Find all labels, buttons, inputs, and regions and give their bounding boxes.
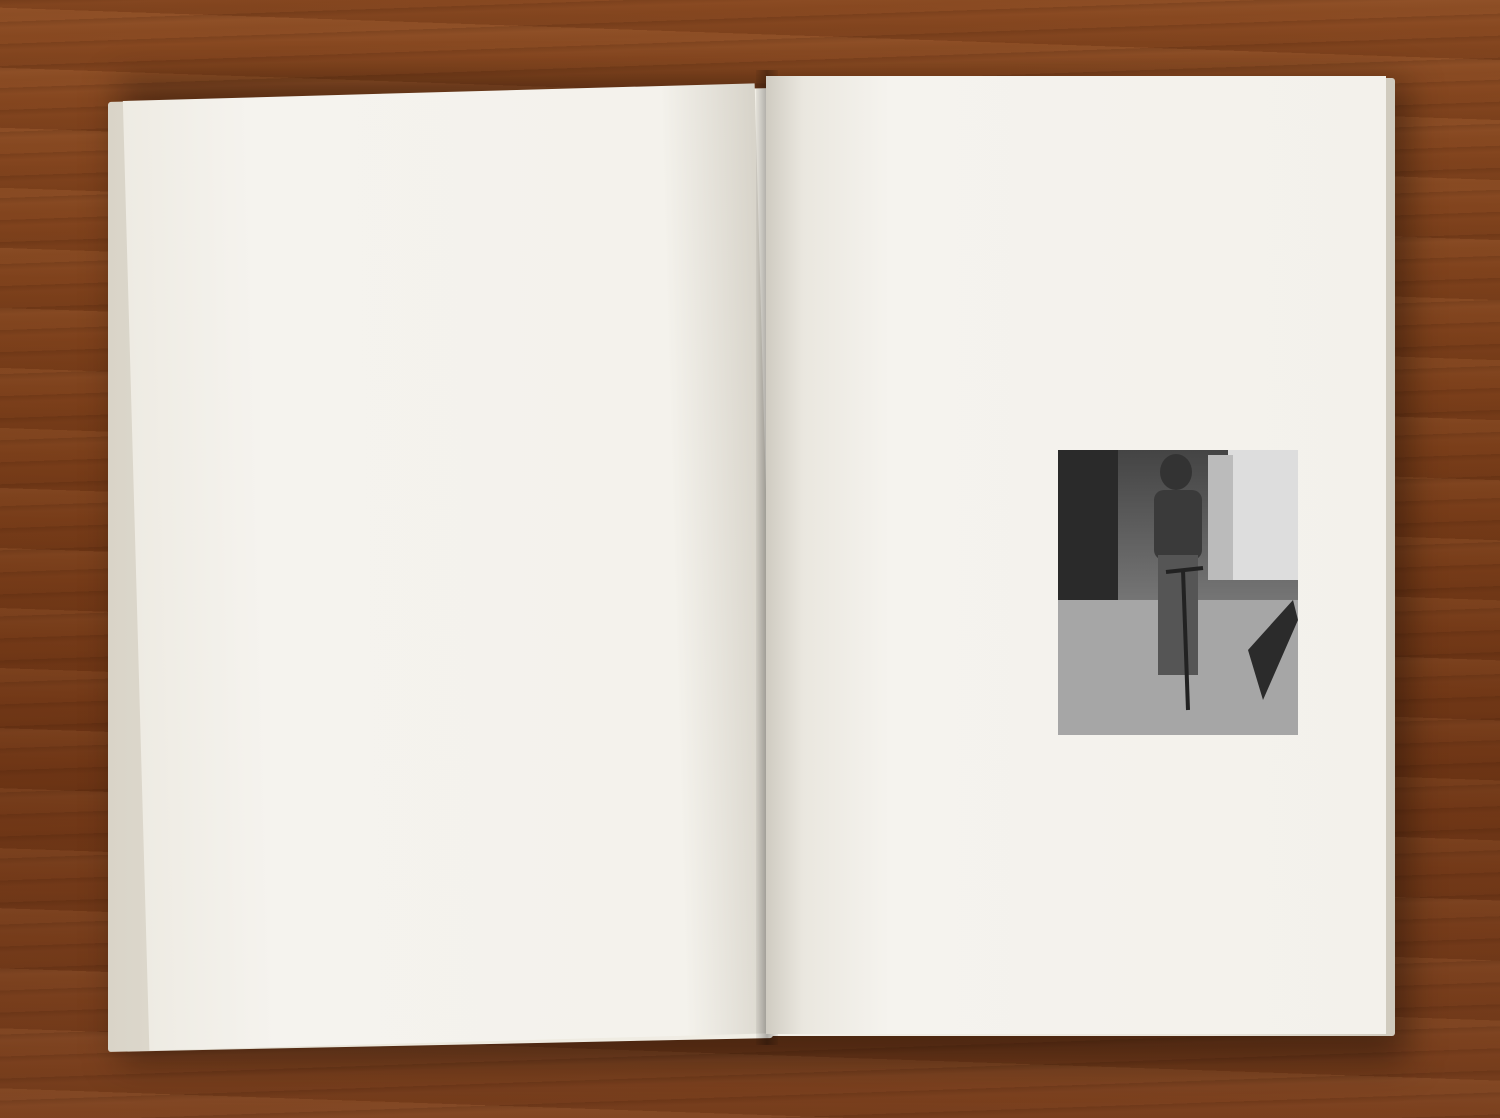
right-page: [766, 76, 1386, 1034]
worker-photo: [1058, 450, 1298, 735]
paragraph: [246, 197, 702, 210]
paragraph: [246, 183, 702, 196]
left-text-block: [246, 183, 702, 210]
paragraph: [246, 197, 702, 210]
paragraph: [246, 197, 702, 210]
paragraph: [246, 197, 702, 210]
figure-26: [1058, 450, 1298, 735]
left-page: [123, 83, 781, 1050]
right-text-full-width: [832, 290, 1292, 426]
paragraph: [246, 197, 702, 210]
